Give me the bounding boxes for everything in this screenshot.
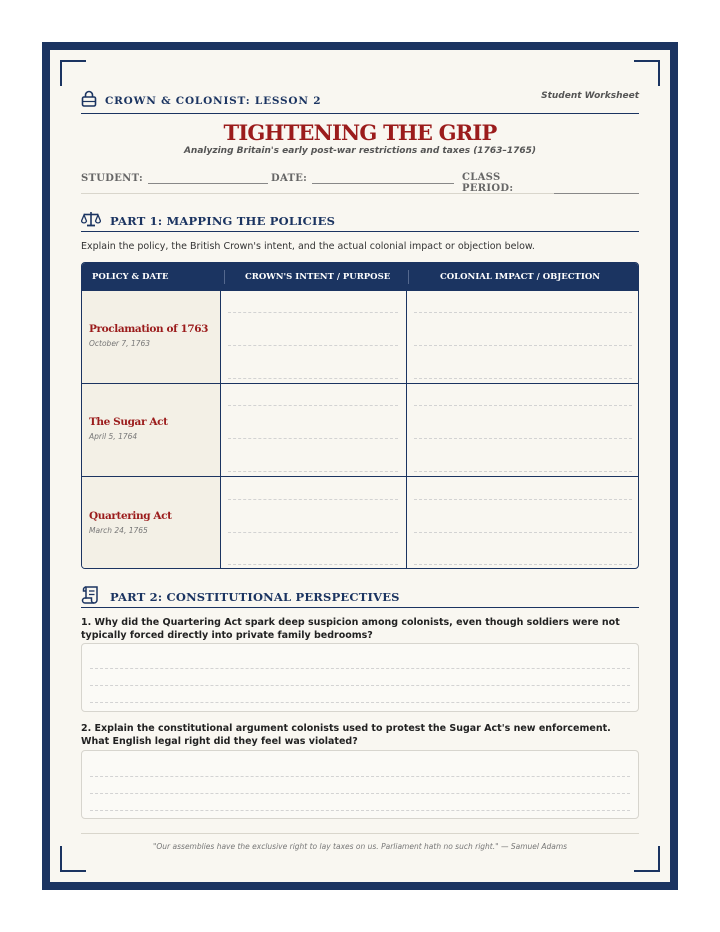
corner-ornament: [60, 60, 86, 86]
answer-line: [414, 532, 632, 533]
policy-cell: [82, 291, 221, 383]
answer-line: [228, 405, 398, 406]
policy-name: Proclamation of 1763: [89, 323, 209, 335]
answer-line: [414, 345, 632, 346]
table-row: [82, 476, 638, 569]
answer-line: [228, 564, 398, 565]
table-row: [82, 290, 638, 383]
answer-line: [90, 702, 630, 703]
answer-line: [90, 668, 630, 669]
student-field[interactable]: [81, 172, 268, 184]
part2-title: PART 2: CONSTITUTIONAL PERSPECTIVES: [110, 589, 400, 604]
policy-date: March 24, 1765: [89, 526, 148, 535]
corner-ornament: [634, 60, 660, 86]
lock-icon: [81, 90, 97, 111]
page-subtitle: Analyzing Britain's early post-war restrictions and taxes (1763–1765): [183, 146, 537, 156]
worksheet-label: Student Worksheet: [541, 91, 639, 101]
lesson-tag: [81, 90, 321, 111]
class-period-field[interactable]: [462, 172, 639, 194]
part2-header: [81, 586, 639, 608]
question-2: 2. Explain the constitutional argument colonists used to protest the Sugar Act's new enforcement. What English legal right did they feel was violated?: [81, 723, 611, 747]
answer-box-1[interactable]: [81, 643, 639, 712]
answer-line: [228, 378, 398, 379]
intent-cell[interactable]: [221, 477, 407, 569]
footer-quote: "Our assemblies have the exclusive right to lay taxes on us. Parliament hath no such right." — Samuel Adams: [81, 833, 639, 851]
scales-icon: [81, 211, 101, 231]
answer-line: [90, 793, 630, 794]
answer-line: [414, 378, 632, 379]
answer-line: [228, 471, 398, 472]
answer-line: [414, 405, 632, 406]
answer-line: [90, 685, 630, 686]
col-header-impact: COLONIAL IMPACT / OBJECTION: [440, 272, 601, 282]
policy-name: Quartering Act: [89, 510, 172, 522]
part1-header: [81, 210, 639, 232]
col-header-policy: POLICY & DATE: [92, 272, 169, 282]
scroll-icon: [81, 585, 101, 609]
answer-line: [414, 312, 632, 313]
class-period-label: CLASS PERIOD:: [462, 172, 514, 194]
policy-name: The Sugar Act: [89, 416, 168, 428]
table-row: [82, 383, 638, 476]
intent-cell[interactable]: [221, 384, 407, 476]
date-field[interactable]: [271, 172, 454, 184]
part1-title: PART 1: MAPPING THE POLICIES: [110, 213, 336, 228]
policy-table: [81, 262, 639, 569]
student-info-fields: [81, 163, 639, 194]
answer-line: [414, 564, 632, 565]
answer-line: [228, 438, 398, 439]
answer-line: [414, 499, 632, 500]
answer-line: [414, 471, 632, 472]
date-label: DATE:: [271, 173, 308, 184]
header-bar: [81, 86, 639, 114]
date-line[interactable]: [312, 172, 454, 184]
lesson-label: CROWN & COLONIST: LESSON 2: [105, 94, 322, 107]
header-divider: [224, 270, 225, 284]
col-header-intent: CROWN'S INTENT / PURPOSE: [245, 272, 391, 282]
policy-cell: [82, 384, 221, 476]
intent-cell[interactable]: [221, 291, 407, 383]
student-line[interactable]: [148, 172, 268, 184]
answer-line: [414, 438, 632, 439]
student-label: STUDENT:: [81, 173, 143, 184]
policy-date: April 5, 1764: [89, 432, 138, 441]
part1-instructions: Explain the policy, the British Crown's intent, and the actual colonial impact or objection below.: [81, 241, 535, 252]
answer-line: [228, 312, 398, 313]
table-header: [82, 263, 638, 291]
policy-date: October 7, 1763: [89, 339, 151, 348]
answer-line: [90, 776, 630, 777]
policy-cell: [82, 477, 221, 569]
header-divider: [408, 270, 409, 284]
page-title: TIGHTENING THE GRIP: [223, 120, 497, 145]
answer-line: [228, 345, 398, 346]
answer-line: [90, 810, 630, 811]
answer-box-2[interactable]: [81, 750, 639, 819]
answer-line: [228, 532, 398, 533]
answer-line: [228, 499, 398, 500]
page-border: [42, 42, 678, 890]
question-1: 1. Why did the Quartering Act spark deep suspicion among colonists, even though soldiers were not typically forced directly into private family bedrooms?: [81, 617, 620, 641]
class-period-line[interactable]: [554, 182, 639, 194]
worksheet-page: [50, 50, 670, 882]
